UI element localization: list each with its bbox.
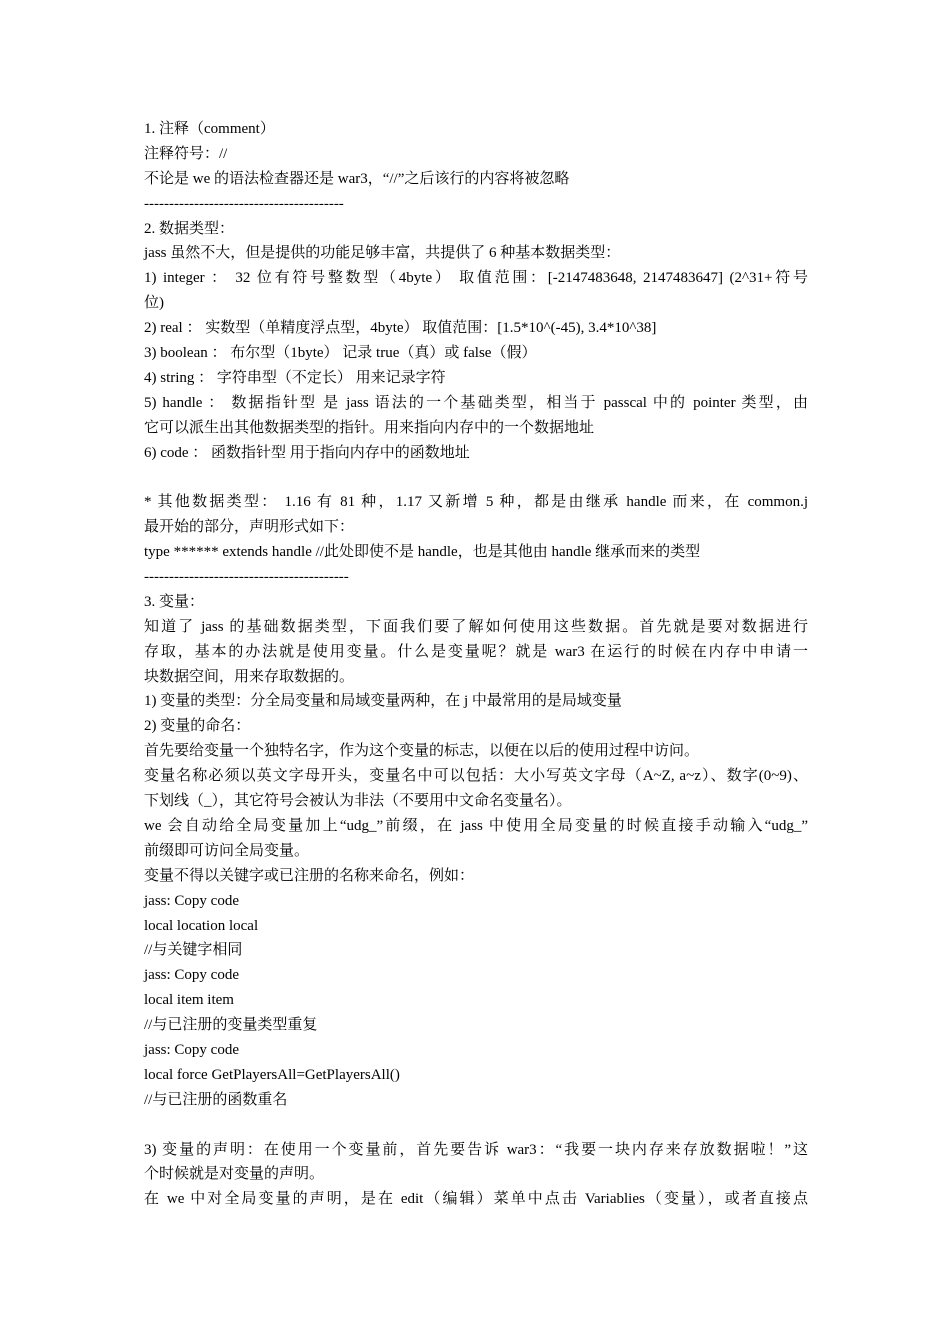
text-line: 4) string ： 字符串型（不定长） 用来记录字符 — [144, 369, 446, 386]
code-line: local force GetPlayersAll=GetPlayersAll() — [144, 1066, 400, 1083]
text-line: jass 虽然不大，但是提供的功能足够丰富，共提供了 6 种基本数据类型： — [144, 245, 621, 262]
text-line: * 其他数据类型： 1.16 有 81 种，1.17 又新增 5 种，都是由继承 handle 而来，在 common.j — [144, 494, 808, 511]
text-line: 3) boolean ： 布尔型（1byte） 记录 true（真）或 false（假） — [144, 345, 537, 362]
text-line: 块数据空间，用来存取数据的。 — [144, 668, 355, 685]
text-line: 5) handle ： 数据指针型 是 jass 语法的一个基础类型，相当于 passcal 中的 pointer 类型，由 — [144, 394, 808, 411]
separator-line: ---------------------------------------- — [144, 195, 344, 212]
code-line: local item item — [144, 992, 234, 1009]
section-heading-data-types: 2. 数据类型： — [144, 220, 235, 237]
text-line: 在 we 中对全局变量的声明，是在 edit（编辑）菜单中点击 Variablies（变量），或者直接点 — [144, 1191, 808, 1208]
text-line: 最开始的部分，声明形式如下： — [144, 519, 355, 536]
text-line: 个时候就是对变量的声明。 — [144, 1166, 325, 1183]
text-line: we 会自动给全局变量加上“udg_”前缀，在 jass 中使用全局变量的时候直接手动输入“udg_” — [144, 817, 808, 834]
section-heading-variables: 3. 变量： — [144, 593, 205, 610]
text-line: 存取，基本的办法就是使用变量。什么是变量呢？就是 war3 在运行的时候在内存中申请一 — [144, 643, 808, 660]
text-line: 下划线（_），其它符号会被认为非法（不要用中文命名变量名）。 — [144, 793, 572, 810]
text-line: 知道了 jass 的基础数据类型，下面我们要了解如何使用这些数据。首先就是要对数据进行 — [144, 618, 808, 635]
text-line: 2) real ： 实数型（单精度浮点型，4byte） 取值范围：[1.5*10^(-45), 3.4*10^38] — [144, 320, 657, 337]
section-heading-comment: 1. 注释（comment） — [144, 121, 275, 137]
code-comment: //与已注册的函数重名 — [144, 1091, 288, 1108]
code-label: jass: Copy code — [144, 1041, 239, 1058]
code-label: jass: Copy code — [144, 892, 239, 909]
text-line: 1) 变量的类型：分全局变量和局域变量两种，在 j 中最常用的是局域变量 — [144, 693, 622, 710]
code-comment: //与已注册的变量类型重复 — [144, 1017, 318, 1034]
text-line: 不论是 we 的语法检查器还是 war3，“//”之后该行的内容将被忽略 — [144, 170, 570, 187]
text-line: 前缀即可访问全局变量。 — [144, 842, 310, 859]
text-line: 3) 变量的声明：在使用一个变量前，首先要告诉 war3：“我要一块内存来存放数据啦！”这 — [144, 1141, 808, 1158]
code-line: local location local — [144, 917, 259, 934]
text-line: 6) code ： 函数指针型 用于指向内存中的函数地址 — [144, 444, 470, 461]
text-line: type ****** extends handle //此处即使不是 handle，也是其他由 handle 继承而来的类型 — [144, 544, 701, 561]
text-line: 1) integer ： 32 位有符号整数型（4byte） 取值范围：[-2147483648, 2147483647] (2^31+符号 — [144, 270, 808, 287]
code-label: jass: Copy code — [144, 967, 239, 984]
text-line: 首先要给变量一个独特名字，作为这个变量的标志，以便在以后的使用过程中访问。 — [144, 743, 700, 760]
separator-line: ----------------------------------------- — [144, 569, 349, 586]
text-line: 变量名称必须以英文字母开头，变量名中可以包括：大小写英文字母（A~Z, a~z）、数字(0~9)、 — [144, 768, 808, 785]
text-line: 变量不得以关键字或已注册的名称来命名，例如： — [144, 867, 475, 884]
text-line: 它可以派生出其他数据类型的指针。用来指向内存中的一个数据地址 — [144, 419, 595, 436]
text-line: 2) 变量的命名： — [144, 718, 251, 735]
blank-line — [144, 1113, 808, 1138]
document-body — [144, 117, 808, 1212]
code-comment: //与关键字相同 — [144, 942, 243, 959]
blank-line — [144, 465, 808, 490]
text-line: 注释符号：// — [144, 145, 228, 162]
text-line: 位) — [144, 295, 164, 312]
